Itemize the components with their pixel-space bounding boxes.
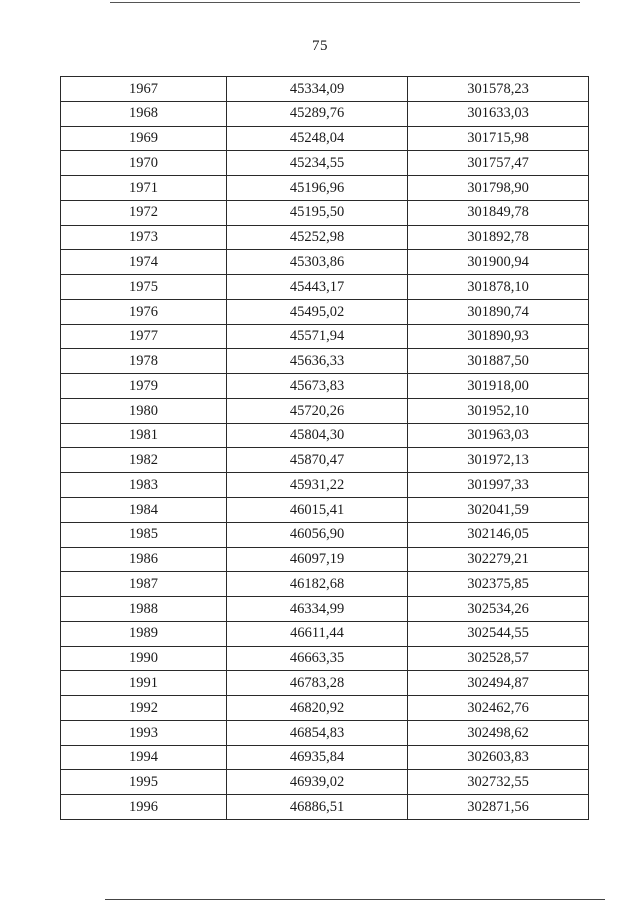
value-a-cell: 46663,35	[227, 646, 408, 671]
year-cell: 1982	[61, 448, 227, 473]
year-cell: 1987	[61, 572, 227, 597]
year-cell: 1989	[61, 621, 227, 646]
value-b-cell: 301892,78	[408, 225, 589, 250]
value-a-cell: 45248,04	[227, 126, 408, 151]
table-row	[61, 671, 589, 696]
year-cell: 1994	[61, 745, 227, 770]
value-b-cell: 302146,05	[408, 522, 589, 547]
value-a-cell: 46935,84	[227, 745, 408, 770]
value-b-cell: 301890,93	[408, 324, 589, 349]
value-a-cell: 45571,94	[227, 324, 408, 349]
value-b-cell: 302732,55	[408, 770, 589, 795]
value-b-cell: 301952,10	[408, 398, 589, 423]
value-b-cell: 301798,90	[408, 176, 589, 201]
value-b-cell: 302041,59	[408, 498, 589, 523]
year-cell: 1993	[61, 720, 227, 745]
value-b-cell: 302498,62	[408, 720, 589, 745]
value-a-cell: 45673,83	[227, 374, 408, 399]
table-row	[61, 572, 589, 597]
table-row	[61, 621, 589, 646]
table-row	[61, 423, 589, 448]
table-row	[61, 299, 589, 324]
table-row	[61, 646, 589, 671]
table-row	[61, 176, 589, 201]
table-row	[61, 250, 589, 275]
value-a-cell: 46886,51	[227, 795, 408, 820]
table-row	[61, 795, 589, 820]
value-b-cell: 302375,85	[408, 572, 589, 597]
table-row	[61, 324, 589, 349]
value-a-cell: 45931,22	[227, 473, 408, 498]
year-cell: 1975	[61, 275, 227, 300]
value-b-cell: 302528,57	[408, 646, 589, 671]
year-cell: 1969	[61, 126, 227, 151]
table-row	[61, 374, 589, 399]
year-cell: 1990	[61, 646, 227, 671]
table-row	[61, 225, 589, 250]
year-cell: 1977	[61, 324, 227, 349]
year-cell: 1983	[61, 473, 227, 498]
value-b-cell: 301878,10	[408, 275, 589, 300]
value-b-cell: 302534,26	[408, 597, 589, 622]
scan-edge-bottom	[105, 899, 605, 900]
value-a-cell: 45234,55	[227, 151, 408, 176]
value-a-cell: 46097,19	[227, 547, 408, 572]
table-row	[61, 349, 589, 374]
table-row	[61, 101, 589, 126]
table-row	[61, 275, 589, 300]
table-row	[61, 77, 589, 102]
value-a-cell: 46334,99	[227, 597, 408, 622]
value-a-cell: 46854,83	[227, 720, 408, 745]
value-b-cell: 301715,98	[408, 126, 589, 151]
page-number: 75	[312, 38, 328, 54]
value-a-cell: 45334,09	[227, 77, 408, 102]
year-cell: 1979	[61, 374, 227, 399]
table-row	[61, 745, 589, 770]
value-a-cell: 45289,76	[227, 101, 408, 126]
value-b-cell: 301890,74	[408, 299, 589, 324]
value-b-cell: 302494,87	[408, 671, 589, 696]
value-a-cell: 45720,26	[227, 398, 408, 423]
year-cell: 1980	[61, 398, 227, 423]
value-b-cell: 301849,78	[408, 200, 589, 225]
table-row	[61, 770, 589, 795]
table-row	[61, 597, 589, 622]
value-a-cell: 45495,02	[227, 299, 408, 324]
value-a-cell: 45443,17	[227, 275, 408, 300]
table-row	[61, 522, 589, 547]
scan-edge-top	[110, 2, 580, 3]
value-a-cell: 45303,86	[227, 250, 408, 275]
value-a-cell: 45870,47	[227, 448, 408, 473]
table-row	[61, 448, 589, 473]
year-cell: 1978	[61, 349, 227, 374]
value-b-cell: 301918,00	[408, 374, 589, 399]
value-b-cell: 301972,13	[408, 448, 589, 473]
value-b-cell: 301633,03	[408, 101, 589, 126]
value-b-cell: 301997,33	[408, 473, 589, 498]
year-cell: 1967	[61, 77, 227, 102]
year-cell: 1988	[61, 597, 227, 622]
value-a-cell: 46056,90	[227, 522, 408, 547]
year-cell: 1971	[61, 176, 227, 201]
value-b-cell: 302544,55	[408, 621, 589, 646]
value-b-cell: 301887,50	[408, 349, 589, 374]
value-a-cell: 45636,33	[227, 349, 408, 374]
table-row	[61, 200, 589, 225]
table-row	[61, 398, 589, 423]
value-b-cell: 302462,76	[408, 696, 589, 721]
value-a-cell: 46820,92	[227, 696, 408, 721]
table-row	[61, 126, 589, 151]
value-b-cell: 301578,23	[408, 77, 589, 102]
year-cell: 1985	[61, 522, 227, 547]
table-body	[61, 77, 589, 820]
year-cell: 1973	[61, 225, 227, 250]
value-a-cell: 45252,98	[227, 225, 408, 250]
value-a-cell: 45196,96	[227, 176, 408, 201]
year-cell: 1970	[61, 151, 227, 176]
value-a-cell: 46939,02	[227, 770, 408, 795]
year-cell: 1968	[61, 101, 227, 126]
table-row	[61, 151, 589, 176]
table-row	[61, 547, 589, 572]
year-cell: 1995	[61, 770, 227, 795]
year-cell: 1974	[61, 250, 227, 275]
value-b-cell: 301757,47	[408, 151, 589, 176]
year-cell: 1986	[61, 547, 227, 572]
table-row	[61, 696, 589, 721]
value-a-cell: 46182,68	[227, 572, 408, 597]
data-table	[60, 76, 589, 820]
value-a-cell: 46015,41	[227, 498, 408, 523]
year-cell: 1996	[61, 795, 227, 820]
value-b-cell: 301963,03	[408, 423, 589, 448]
table-row	[61, 498, 589, 523]
year-cell: 1984	[61, 498, 227, 523]
table-row	[61, 473, 589, 498]
year-cell: 1972	[61, 200, 227, 225]
value-b-cell: 302603,83	[408, 745, 589, 770]
year-cell: 1981	[61, 423, 227, 448]
value-b-cell: 302279,21	[408, 547, 589, 572]
value-b-cell: 301900,94	[408, 250, 589, 275]
value-a-cell: 46611,44	[227, 621, 408, 646]
year-cell: 1992	[61, 696, 227, 721]
value-b-cell: 302871,56	[408, 795, 589, 820]
value-a-cell: 45195,50	[227, 200, 408, 225]
value-a-cell: 45804,30	[227, 423, 408, 448]
year-cell: 1991	[61, 671, 227, 696]
value-a-cell: 46783,28	[227, 671, 408, 696]
year-cell: 1976	[61, 299, 227, 324]
table-row	[61, 720, 589, 745]
